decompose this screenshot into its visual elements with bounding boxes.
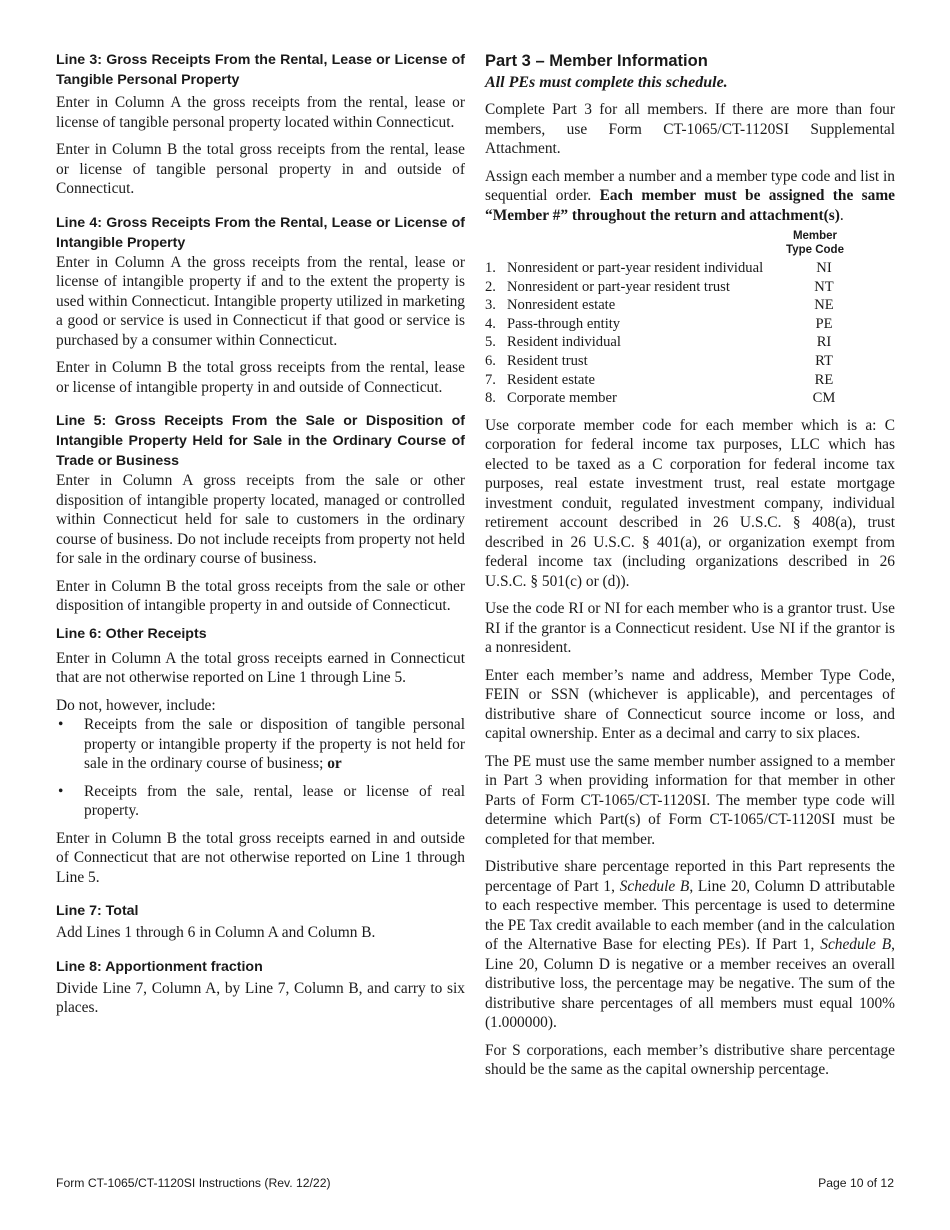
line3-section <box>56 50 465 199</box>
part3-paragraph-6: The PE must use the same member number assigned to a member in Part 3 when providing information for that member in other Parts of Form CT-1065/CT-1120SI. The member type code will determine which Part(s) of Form CT-1065/CT-1120SI must be completed for that member. <box>485 752 895 848</box>
left-column <box>56 50 465 1018</box>
part3-paragraph-5: Enter each member’s name and address, Member Type Code, FEIN or SSN (whichever is applicable), and percentages of distributive share of Connecticut source income or loss, and capital ownership. Enter as a decimal and carry to six places. <box>485 666 895 743</box>
line6-paragraph-2: Do not, however, include: <box>56 696 216 714</box>
code-label: Nonresident or part-year resident trust <box>507 278 730 295</box>
member-type-code-header-line1: Member <box>792 230 838 242</box>
code-number: 1. <box>485 260 496 276</box>
code-label: Pass-through entity <box>507 315 621 332</box>
part3-paragraph-3: Use corporate member code for each member which is a: C corporation for federal income tax purposes, LLC which has elected to be taxed as a C corporation for federal income tax purposes, real estate investment trust, real estate mortgage investment conduit, regulated investment company, individual retirement account described in 26 U.S.C. § 408(a), trust described in 26 U.S.C. § 401(a), or organization exempt from federal income tax (including organizations described in 26 U.S.C. § 501(c) or (d)). <box>485 416 895 590</box>
table-row <box>485 389 845 408</box>
line4-paragraph-1: Enter in Column A the gross receipts from the rental, lease or license of intangible property if and to the extent the property is used within Connecticut. Intangible property utilized in marketing a good or service is used in Connecticut if that good or service is purchased by a consumer within Connecticut. <box>56 253 465 349</box>
list-item <box>56 715 465 774</box>
code-label: Resident individual <box>507 334 621 351</box>
code-value: RI <box>816 334 832 351</box>
code-number: 7. <box>485 371 496 388</box>
line6-exclusion-list <box>56 715 465 821</box>
footer-form-label: Form CT-1065/CT-1120SI Instructions (Rev. 12/22) <box>56 1176 331 1190</box>
line6-section <box>56 624 465 888</box>
part3-paragraph-8: For S corporations, each member’s distributive share percentage should be the same as the capital ownership percentage. <box>485 1041 895 1079</box>
member-type-code-rows <box>485 259 845 408</box>
member-type-code-header <box>775 229 855 257</box>
part3-paragraph-7 <box>485 857 895 1033</box>
code-label: Nonresident estate <box>507 297 616 314</box>
line4-heading: Line 4: Gross Receipts From the Rental, Lease or License of Intangible Property <box>56 214 465 251</box>
list-item <box>56 782 465 821</box>
line4-section <box>56 213 465 398</box>
code-value: RT <box>815 352 833 369</box>
table-row <box>485 315 845 334</box>
table-row <box>485 371 845 390</box>
code-number: 4. <box>485 315 496 332</box>
part3-paragraph-2-end: . <box>839 206 844 224</box>
line5-paragraph-1: Enter in Column A gross receipts from the sale or other disposition of intangible property located, managed or controlled within Connecticut held for sale to customers in the ordinary course of business. Do not include receipts from property not held for sale in the ordinary course of business. <box>56 472 465 567</box>
code-value: CM <box>812 390 836 407</box>
line6-paragraph-1: Enter in Column A the total gross receipts earned in Connecticut that are not otherwise reported on Line 1 through Line 5. <box>56 649 465 686</box>
part3-paragraph-2-bold: Each member must be assigned the same “Member #” throughout the return and attachment(s) <box>485 187 896 224</box>
line3-paragraph-1: Enter in Column A the gross receipts from the rental, lease or license of tangible personal property located within Connecticut. <box>56 94 465 131</box>
code-value: NT <box>814 278 834 295</box>
table-row <box>485 333 845 352</box>
line3-paragraph-2: Enter in Column B the total gross receipts from the rental, lease or license of tangible personal property in and outside of Connecticut. <box>56 141 465 197</box>
part3-paragraph-7-a: Distributive share percentage reported in this Part represents the percentage of Part 1, <box>485 858 895 895</box>
footer-page-label: Page 10 of 12 <box>818 1176 894 1190</box>
line4-paragraph-2: Enter in Column B the total gross receipts from the rental, lease or license of intangible property in and outside of Connecticut. <box>56 359 465 396</box>
line6-paragraph-3: Enter in Column B the total gross receipts earned in and outside of Connecticut that are not otherwise reported on Line 1 through Line 5. <box>56 829 465 886</box>
part3-paragraph-7-e: , Line 20, Column D is negative or a member receives an overall distributive loss, the percentage may be negative. The sum of the distributive share percentages of all members must equal 100% (1.000000). <box>485 936 895 1032</box>
part3-paragraph-7-schedule-b-2: Schedule B <box>820 936 892 954</box>
part3-paragraph-4: Use the code RI or NI for each member who is a grantor trust. Use RI if the grantor is a Connecticut resident. Use NI if the grantor is a nonresident. <box>485 600 895 657</box>
table-row <box>485 278 845 297</box>
line6-bullet-1-or: or <box>327 755 342 772</box>
line7-heading: Line 7: Total <box>56 903 139 919</box>
code-label: Corporate member <box>507 390 617 407</box>
part3-paragraph-2 <box>485 167 895 226</box>
line7-section <box>56 901 465 943</box>
part3-paragraph-7-schedule-b-1: Schedule B <box>619 877 690 895</box>
part3-title: Part 3 – Member Information <box>485 52 708 70</box>
line8-heading: Line 8: Apportionment fraction <box>56 958 263 975</box>
code-label: Nonresident or part-year resident individual <box>507 260 764 276</box>
line7-paragraph: Add Lines 1 through 6 in Column A and Column B. <box>56 924 376 941</box>
code-value: NE <box>814 297 834 314</box>
member-type-code-table <box>485 259 845 408</box>
line6-bullet-2-text: Receipts from the sale, rental, lease or license of real property. <box>84 782 465 819</box>
bullet-marker: • <box>58 716 64 733</box>
member-type-code-header-line2: Type Code <box>786 244 844 256</box>
line8-section <box>56 957 465 1018</box>
table-row <box>485 259 845 278</box>
part3-paragraph-1: Complete Part 3 for all members. If there are more than four members, use Form CT-1065/CT-1120SI Supplemental Attachment. <box>485 101 895 157</box>
part3-paragraph-7-c: , Line 20, Column D attributable to each respective member. This percentage is used to determine the PE Tax credit available to each member (and in the calculation of the Alternative Base for electing PEs). If Part 1, <box>485 877 895 954</box>
line5-section <box>56 411 465 616</box>
table-row <box>485 352 845 371</box>
line5-heading: Line 5: Gross Receipts From the Sale or Disposition of Intangible Property Held for Sale in the Ordinary Course of Trade or Business <box>56 413 465 469</box>
code-label: Resident estate <box>507 371 595 388</box>
code-number: 5. <box>485 334 496 351</box>
bullet-marker: • <box>58 782 64 800</box>
line3-heading: Line 3: Gross Receipts From the Rental, Lease or License of Tangible Personal Property <box>56 52 465 88</box>
code-number: 2. <box>485 278 496 295</box>
code-value: RE <box>814 371 834 388</box>
line6-heading: Line 6: Other Receipts <box>56 625 207 642</box>
table-row <box>485 296 845 315</box>
part3-paragraph-2-text: Assign each member a number and a member type code and list in sequential order. <box>485 167 895 204</box>
code-label: Resident trust <box>507 352 588 369</box>
right-column <box>485 50 895 1080</box>
line6-bullet-1-text: Receipts from the sale or disposition of tangible personal property or intangible property if the property is not held for sale in the ordinary course of business; <box>84 716 465 772</box>
code-number: 6. <box>485 352 496 369</box>
code-number: 8. <box>485 390 496 407</box>
code-value: PE <box>815 315 833 332</box>
code-number: 3. <box>485 297 496 314</box>
part3-subtitle: All PEs must complete this schedule. <box>485 74 728 91</box>
line5-paragraph-2: Enter in Column B the total gross receipts from the sale or other disposition of intangible property in and outside of Connecticut. <box>56 577 465 614</box>
line8-paragraph: Divide Line 7, Column A, by Line 7, Column B, and carry to six places. <box>56 979 465 1016</box>
code-value: NI <box>816 260 832 276</box>
